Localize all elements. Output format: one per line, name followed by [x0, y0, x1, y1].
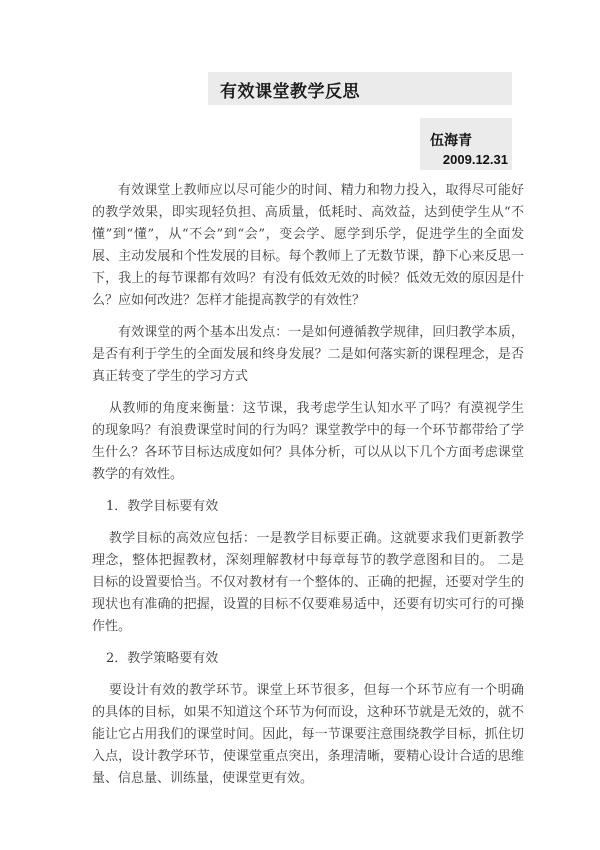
author-date-box	[420, 118, 512, 170]
section-heading-goals: 1．教学目标要有效	[106, 499, 219, 514]
paragraph-goals: 教学目标的高效应包括：一是教学目标要正确。这就要求我们更新教学理念，整体把握教材，深刻理解教材中每章每节的教学意图和目的。 二是目标的设置要恰当。不仅对教材有一个整体的、正确的把握，还要对学生的现状也有准确的把握，设置的目标不仅要难易适中，还要有切实可行的可操作性。	[92, 531, 524, 634]
section-heading-strategy: 2．教学策略要有效	[106, 651, 219, 666]
document-title: 有效课堂教学反思	[220, 82, 360, 102]
paragraph-intro: 有效课堂上教师应以尽可能少的时间、精力和物力投入，取得尽可能好的教学效果，即实现轻负担、高质量，低耗时、高效益，达到使学生从“不懂”到“懂”，从“不会”到“会”，变会学、愿学到乐学，促进学生的全面发展、主动发展和个性发展的目标。每个教师上了无数节课，静下心来反思一下，我上的每节课都有效吗？有没有低效无效的时候？低效无效的原因是什么？应如何改进？怎样才能提高教学的有效性？	[92, 183, 524, 308]
paragraph-starting-points: 有效课堂的两个基本出发点：一是如何遵循教学规律，回归教学本质，是否有利于学生的全面发展和终身发展？二是如何落实新的课程理念，是否真正转变了学生的学习方式	[92, 325, 524, 384]
title-bar	[208, 72, 512, 105]
paragraph-strategy: 要设计有效的教学环节。课堂上环节很多，但每一个环节应有一个明确的具体的目标，如果不知道这个环节为何而设，这种环节就是无效的，就不能让它占用我们的课堂时间。因此，每一节课要注意围绕教学目标，抓住切入点，设计教学环节，使课堂重点突出，条理清晰，要精心设计合适的思维量、信息量、训练量，使课堂更有效。	[92, 683, 524, 786]
document-date: 2009.12.31	[442, 152, 508, 167]
document-body	[92, 180, 524, 800]
paragraph-teacher-perspective: 从教师的角度来衡量：这节课，我考虑学生认知水平了吗？有漠视学生的现象吗？有浪费课堂时间的行为吗？课堂教学中的每一个环节都带给了学生什么？各环节目标达成度如何？具体分析，可以从以下几个方面考虑课堂教学的有效性。	[92, 401, 524, 482]
author-name: 伍海青	[430, 133, 472, 149]
